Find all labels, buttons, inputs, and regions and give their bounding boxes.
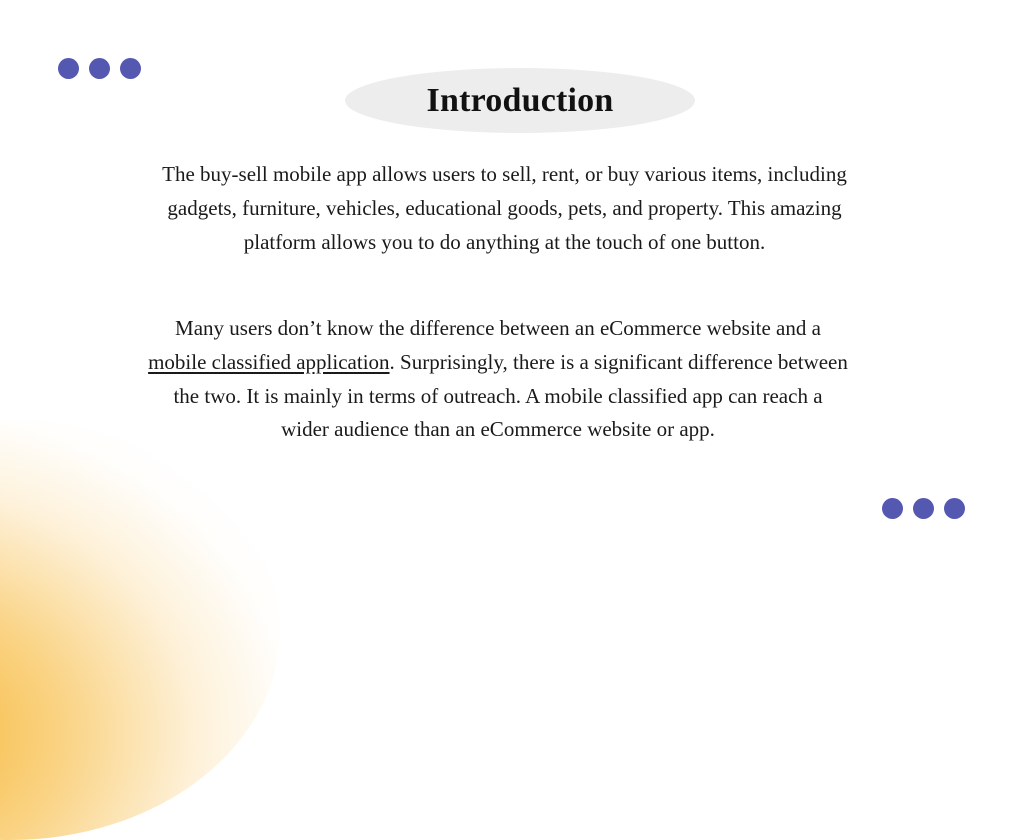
dot-icon — [89, 58, 110, 79]
decorative-dots-top-left — [58, 58, 141, 79]
dot-icon — [913, 498, 934, 519]
mobile-classified-application-link[interactable]: mobile classified application — [148, 349, 390, 374]
paragraph-text: Many users don’t know the difference between an eCommerce website and a — [175, 316, 821, 340]
dot-icon — [58, 58, 79, 79]
dot-icon — [944, 498, 965, 519]
title-pill — [345, 68, 695, 133]
intro-paragraph-1: The buy-sell mobile app allows users to sell, rent, or buy various items, including gadgets, furniture, vehicles, educational goods, pets, and property. This amazing platform allows you to do anything at the touch of one button. — [162, 162, 847, 254]
dot-icon — [882, 498, 903, 519]
dot-icon — [120, 58, 141, 79]
intro-paragraph-2 — [148, 312, 848, 447]
paragraph-text: . Surprisingly, there is a significant difference between the two. It is mainly in terms of outreach. A mobile classified app can reach a wider audience than an eCommerce website or app. — [173, 349, 848, 442]
slide-title: Introduction — [426, 81, 614, 119]
decorative-dots-bottom-right — [882, 498, 965, 519]
decorative-glow — [0, 420, 280, 840]
